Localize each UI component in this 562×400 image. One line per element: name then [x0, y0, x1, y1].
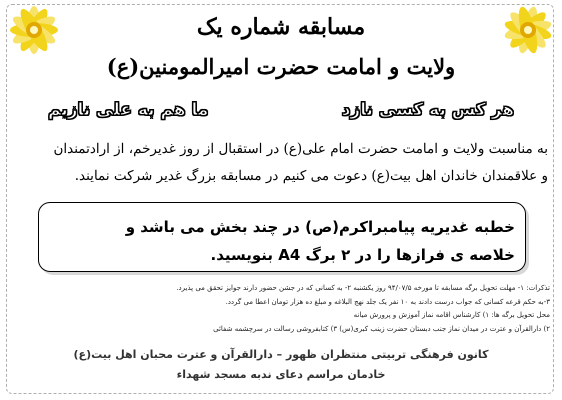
slogan	[48, 100, 514, 126]
hosts-line: خادمان مراسم دعای ندبه مسجد شهداء	[176, 368, 386, 381]
notes-section	[12, 282, 550, 336]
intro-paragraph	[14, 136, 548, 190]
note-line: تذکرات: ۱- مهلت تحویل برگه مسابقه تا مورخه ۹۴/۰۷/۵ روز یکشنبه ۲- به کسانی که در جشن حضور دارند جوایز تحقق می پذیرد.	[176, 284, 550, 292]
question-line: خلاصه ی فرازها را در ۲ برگ A4 بنویسید.	[210, 246, 515, 264]
intro-line: و علاقمندان خاندان اهل بیت(ع) دعوت می کنیم در مسابقه بزرگ غدیر شرکت نمایند.	[74, 168, 548, 184]
slogan-left: ما هم به علی نازیم	[48, 100, 209, 120]
contest-subtitle: ولایت و امامت حضرت امیرالمومنین(ع)	[106, 54, 456, 79]
question-text	[49, 213, 515, 269]
contest-title: مسابقه شماره یک	[196, 14, 366, 40]
note-line: محل تحویل برگه ها: ۱) کارشناس اقامه نماز آموزش و پرورش میانه	[353, 311, 550, 319]
note-line: ۲) دارالقرآن و عترت در میدان نماز جنب دبستان حضرت زینب کبری(س) ۳) کتابفروشی رسالت در سرچشمه شفائی	[213, 324, 550, 333]
organizer-line: کانون فرهنگی تربیتی منتظران ظهور – دارالقرآن و عترت محبان اهل بیت(ع)	[73, 348, 489, 361]
note-line: ۳-به حکم قرعه کسانی که جواب درست دادند به ۱۰ نفر یک جلد نهج البلاغه و مبلغ ده هزار تومان اعطا می گردد.	[225, 297, 550, 306]
slogan-right: هر کس به کسی نازد	[341, 100, 514, 120]
intro-line: به مناسبت ولایت و امامت حضرت امام علی(ع) در استقبال از روز غدیرخم، از ارادتمندان	[53, 141, 548, 157]
question-box	[38, 202, 526, 272]
question-line: خطبه غدیریه پیامبراکرم(ص) در چند بخش می باشد و	[125, 218, 515, 236]
